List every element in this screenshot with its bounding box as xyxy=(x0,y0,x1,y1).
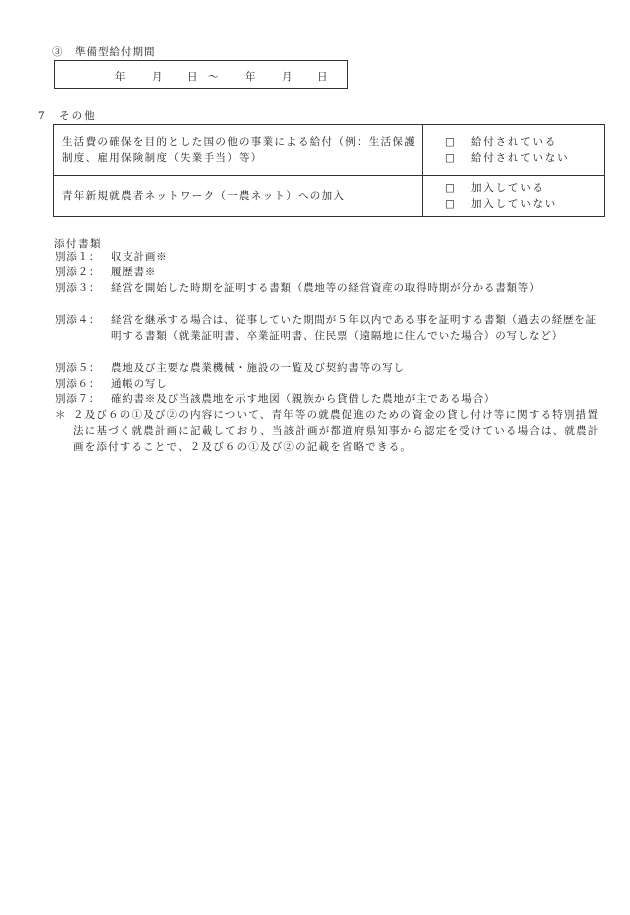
attachment-label: 別添４： xyxy=(55,314,101,326)
date-month-start: 月 xyxy=(152,71,163,83)
network-options xyxy=(423,176,605,217)
other-table xyxy=(53,124,605,217)
attachment-text: 履歴書※ xyxy=(111,266,157,278)
date-year-start: 年 xyxy=(115,71,126,83)
option-label: 加入していない xyxy=(471,198,558,210)
benefit-options xyxy=(423,125,605,176)
attachment-item xyxy=(55,377,605,393)
attachment-text: 収支計画※ xyxy=(111,251,168,263)
section7-label: 7 その他 xyxy=(38,110,97,122)
attachment-text: 農地及び主要な農業機械・施設の一覧及び契約書等の写し xyxy=(111,362,405,374)
option-label: 加入している xyxy=(471,182,545,194)
attachment-text: 確約書※及び当該農地を示す地図（親族から貸借した農地が主である場合） xyxy=(111,393,496,405)
date-month-end: 月 xyxy=(282,71,293,83)
date-tilde: 〜 xyxy=(208,71,219,83)
attachment-label: 別添１： xyxy=(55,251,101,263)
note-text: ２及び６の①及び②の内容について、青年等の就農促進のための資金の貸し付け等に関する特別措置法に基づく就農計画に記載しており、当該計画が都道府県知事から認定を受けている場合は、就農計画を添付することで、２及び６の①及び②の記載を省略できる。 xyxy=(73,409,600,453)
date-day-end: 日 xyxy=(317,71,328,83)
benefit-question: 生活費の確保を目的とした国の他の事業による給付（例：生活保護制度、雇用保険制度（失業手当）等） xyxy=(54,125,423,176)
option-row xyxy=(445,150,604,166)
option-label: 給付されていない xyxy=(471,152,570,164)
option-row xyxy=(445,196,604,212)
checkbox[interactable]: □ xyxy=(445,136,457,148)
option-label: 給付されている xyxy=(471,136,558,148)
attachment-label: 別添３： xyxy=(55,282,101,294)
checkbox[interactable]: □ xyxy=(445,198,457,210)
option-row xyxy=(445,180,604,196)
attachment-label: 別添２： xyxy=(55,266,101,278)
attachment-item xyxy=(55,265,605,281)
attachment-label: 別添７： xyxy=(55,393,101,405)
table-row xyxy=(54,176,605,217)
attachment-text: 経営を開始した時期を証明する書類（農地等の経営資産の取得時期が分かる書類等） xyxy=(111,282,541,294)
checkbox[interactable]: □ xyxy=(445,182,457,194)
attachments-title: 添付書類 xyxy=(54,238,102,250)
table-row xyxy=(54,125,605,176)
attachment-item xyxy=(55,281,605,297)
attachment-label: 別添６： xyxy=(55,378,101,390)
section3-label: ③ 準備型給付期間 xyxy=(52,46,156,58)
attachment-text: 通帳の写し xyxy=(111,378,168,390)
attachment-label: 別添５： xyxy=(55,362,101,374)
attachment-text: 経営を継承する場合は、従事していた期間が５年以内である事を証明する書類（過去の経歴を証明する書類（就業証明書、卒業証明書、住民票（遠隔地に住んでいた場合）の写しなど） xyxy=(111,314,597,342)
date-year-end: 年 xyxy=(245,71,256,83)
period-date-box xyxy=(54,60,348,89)
attachment-item xyxy=(55,392,605,408)
option-row xyxy=(445,134,604,150)
network-question: 青年新規就農者ネットワーク（一農ネット）への加入 xyxy=(54,176,423,217)
date-day-start: 日 xyxy=(187,71,198,83)
checkbox[interactable]: □ xyxy=(445,152,457,164)
attachment-item xyxy=(55,361,605,377)
attachment-item xyxy=(55,250,605,266)
attachment-item xyxy=(55,313,605,342)
note-mark: ＊ xyxy=(55,409,67,421)
